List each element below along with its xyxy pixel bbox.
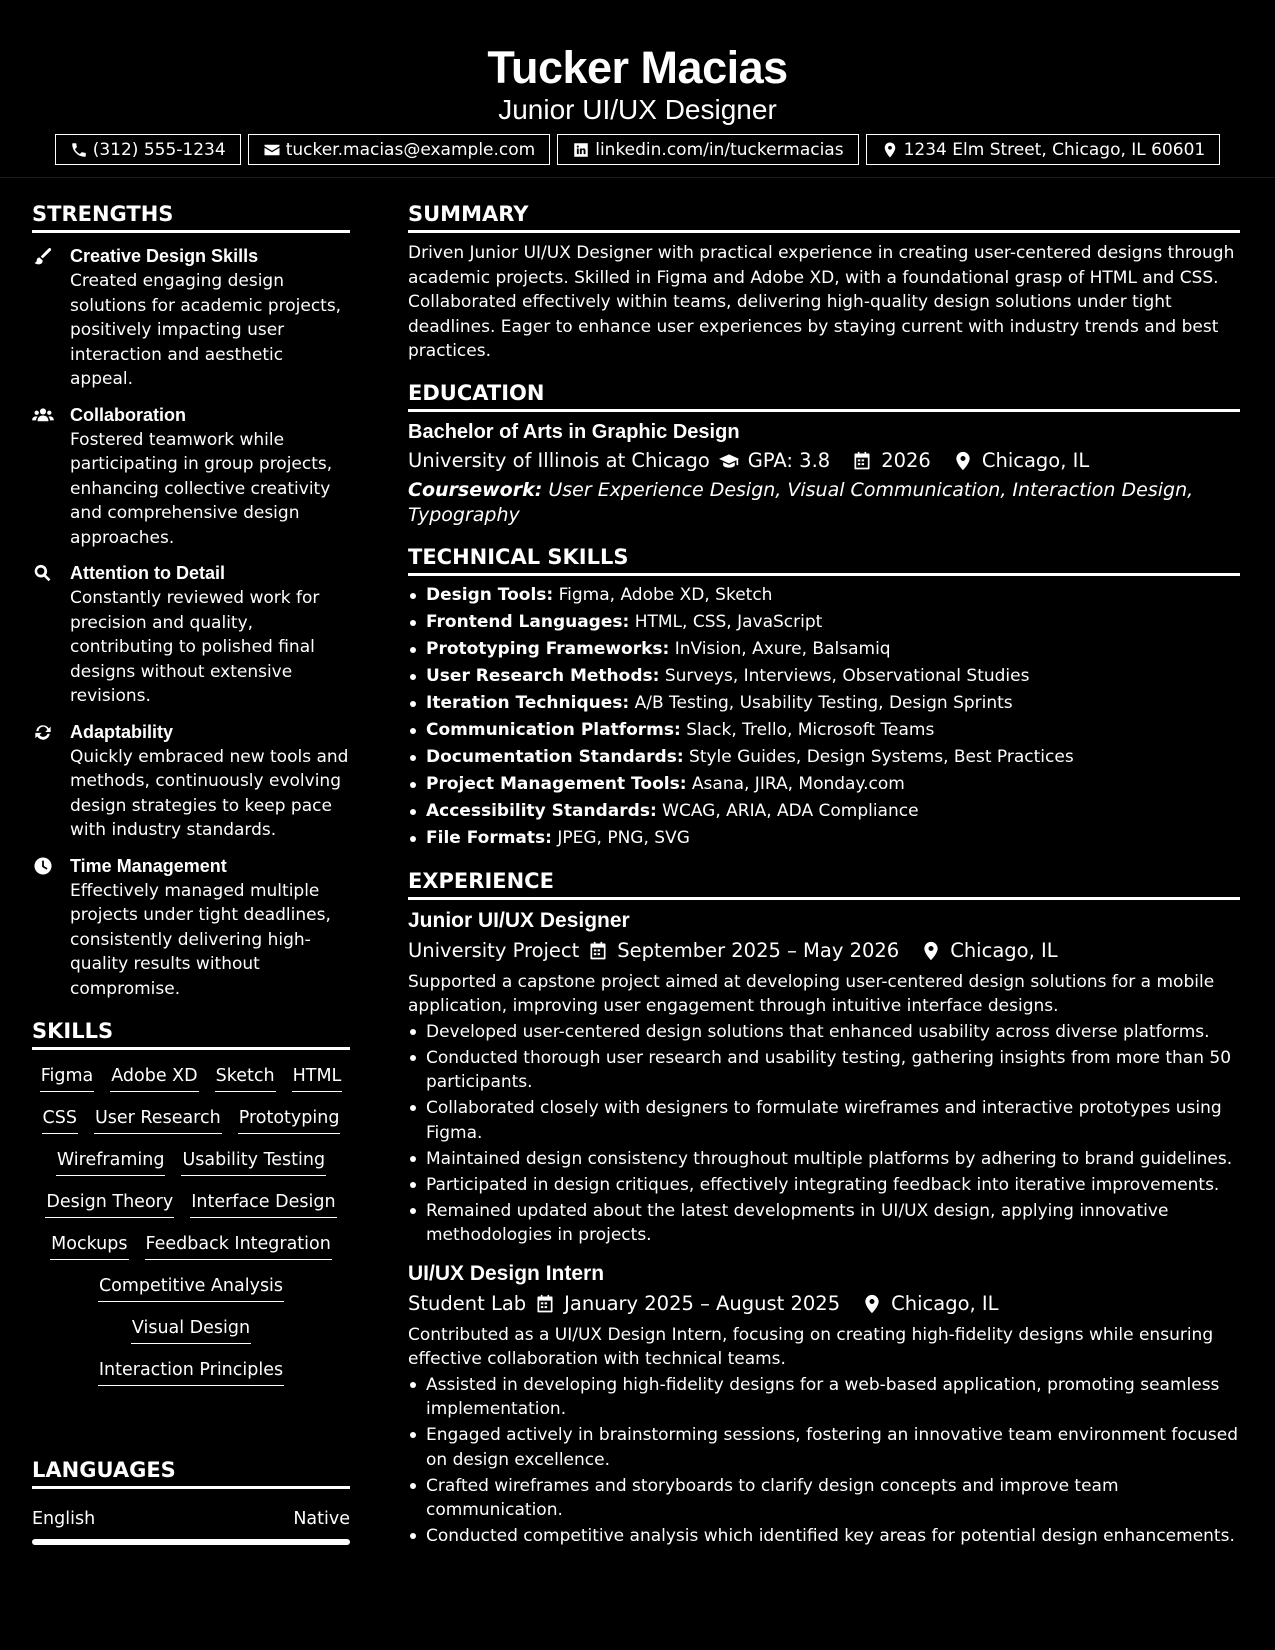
candidate-title: Junior UI/UX Designer (498, 94, 777, 125)
technical-skills-section (408, 543, 1240, 852)
skill-tag: Figma (40, 1064, 95, 1092)
job-bullets (408, 1373, 1240, 1549)
skill-category-label: File Formats: (426, 827, 552, 848)
skills-section (32, 1017, 350, 1386)
strength-item (32, 853, 350, 1002)
search-icon (32, 564, 54, 582)
language-proficiency-bar (32, 1539, 350, 1545)
list-item: Remained updated about the latest developments in UI/UX design, applying innovative methodologies in projects. (408, 1199, 1240, 1248)
strength-title: Collaboration (70, 404, 186, 425)
skill-category-label: Design Tools: (426, 584, 554, 605)
skill-tag: Competitive Analysis (98, 1274, 284, 1302)
calendar-icon (852, 451, 872, 471)
skill-tag: Prototyping (238, 1106, 341, 1134)
contact-address-text: 1234 Elm Street, Chicago, IL 60601 (903, 139, 1206, 160)
contact-bar (0, 134, 1275, 165)
contact-phone[interactable] (55, 134, 241, 165)
language-name: English (32, 1509, 96, 1529)
list-item (408, 582, 1240, 609)
skill-tag: Usability Testing (181, 1148, 326, 1176)
skill-category-value: Asana, JIRA, Monday.com (691, 773, 905, 794)
location-pin-icon (953, 451, 973, 471)
languages-heading: LANGUAGES (32, 1456, 350, 1489)
graduation-cap-icon (719, 451, 739, 471)
job-location: Chicago, IL (950, 938, 1058, 962)
job-description: Contributed as a UI/UX Design Intern, focusing on creating high-fidelity designs while ensuring effective collaboration with technical teams. (408, 1324, 1214, 1369)
envelope-icon (263, 141, 281, 159)
list-item (408, 825, 1240, 852)
phone-icon (70, 141, 88, 159)
location-pin-icon (921, 941, 941, 961)
users-icon (32, 406, 54, 424)
skill-category-label: Project Management Tools: (426, 773, 687, 794)
skill-tag: Design Theory (45, 1190, 174, 1218)
clock-icon (32, 857, 54, 875)
paintbrush-icon (32, 247, 54, 265)
job-bullets (408, 1020, 1240, 1248)
list-item: Collaborated closely with designers to formulate wireframes and interactive prototypes using Figma. (408, 1096, 1240, 1145)
skill-tag: User Research (94, 1106, 222, 1134)
strengths-section (32, 200, 350, 1001)
calendar-icon (535, 1294, 555, 1314)
list-item: Conducted thorough user research and usability testing, gathering insights from more than 50 participants. (408, 1046, 1240, 1095)
list-item: Engaged actively in brainstorming sessions, fostering an innovative team environment focused on design excellence. (408, 1423, 1240, 1472)
job-org: University Project (408, 938, 580, 962)
list-item: Crafted wireframes and storyboards to clarify design concepts and improve team communication. (408, 1474, 1240, 1523)
job-meta (408, 936, 1240, 966)
skill-tag: Sketch (215, 1064, 276, 1092)
linkedin-icon (572, 141, 590, 159)
contact-email[interactable] (248, 134, 551, 165)
list-item (408, 609, 1240, 636)
job-description: Supported a capstone project aimed at developing user-centered design solutions for a mobile application, improving user engagement through intuitive interface designs. (408, 971, 1215, 1016)
strength-item (32, 243, 350, 392)
degree-title: Bachelor of Arts in Graphic Design (408, 420, 740, 443)
strength-desc: Effectively managed multiple projects under tight deadlines, consistently delivering high-quality results without compromise. (70, 880, 331, 999)
technical-skills-list (408, 582, 1240, 852)
job-entry (408, 1259, 1240, 1549)
resume-header (0, 0, 1275, 178)
strength-title: Creative Design Skills (70, 246, 259, 266)
job-title: Junior UI/UX Designer (408, 908, 630, 932)
job-location: Chicago, IL (891, 1291, 999, 1315)
skills-heading: SKILLS (32, 1017, 350, 1050)
skill-category-value: Style Guides, Design Systems, Best Practices (689, 746, 1074, 767)
job-meta (408, 1289, 1240, 1319)
contact-linkedin[interactable] (557, 134, 858, 165)
skill-category-label: Accessibility Standards: (426, 800, 657, 821)
education-heading: EDUCATION (408, 379, 1240, 412)
list-item (408, 690, 1240, 717)
skill-category-label: Iteration Techniques: (426, 692, 630, 713)
strength-item (32, 719, 350, 843)
language-row (32, 1507, 350, 1531)
coursework (408, 478, 1240, 528)
skill-tag: Wireframing (56, 1148, 166, 1176)
list-item (408, 744, 1240, 771)
strength-desc: Created engaging design solutions for academic projects, positively impacting user interaction and aesthetic appeal. (70, 271, 342, 389)
skill-tag: Interface Design (190, 1190, 336, 1218)
coursework-list: User Experience Design, Visual Communication, Interaction Design, Typography (408, 478, 1194, 526)
contact-linkedin-text: linkedin.com/in/tuckermacias (595, 139, 844, 160)
summary-text: Driven Junior UI/UX Designer with practical experience in creating user-centered designs through academic projects. Skilled in Figma and Adobe XD, with a foundational grasp of HTML and CSS. Collaborated effectively within teams, delivering high-quality design solutions under tight deadlines. Eager to enhance user experiences by staying current with industry trends and best practices. (408, 243, 1235, 361)
skill-category-value: WCAG, ARIA, ADA Compliance (662, 800, 919, 821)
strength-desc: Constantly reviewed work for precision and quality, contributing to polished final designs without extensive revisions. (70, 588, 320, 706)
location-pin-icon (881, 141, 899, 159)
education-section (408, 379, 1240, 528)
list-item (408, 636, 1240, 663)
strength-desc: Fostered teamwork while participating in group projects, enhancing collective creativity and comprehensive design approaches. (70, 429, 333, 548)
skill-tag: HTML (292, 1064, 343, 1092)
skill-tag: Feedback Integration (145, 1232, 332, 1260)
education-location: Chicago, IL (981, 448, 1090, 472)
skill-category-value: HTML, CSS, JavaScript (634, 611, 823, 632)
job-title: UI/UX Design Intern (408, 1261, 605, 1285)
list-item: Assisted in developing high-fidelity designs for a web-based application, promoting seamless implementation. (408, 1373, 1240, 1422)
technical-skills-heading: TECHNICAL SKILLS (408, 543, 1240, 576)
list-item (408, 717, 1240, 744)
strength-title: Attention to Detail (70, 563, 225, 583)
left-column (32, 178, 350, 1386)
school-name: University of Illinois at Chicago (408, 448, 710, 472)
summary-section (408, 200, 1240, 364)
right-column (408, 178, 1240, 1550)
strengths-heading: STRENGTHS (32, 200, 350, 233)
skill-category-value: JPEG, PNG, SVG (557, 827, 690, 848)
strength-item (32, 402, 350, 551)
candidate-name: Tucker Macias (487, 42, 788, 93)
summary-heading: SUMMARY (408, 200, 1240, 233)
language-level: Native (293, 1509, 350, 1529)
list-item (408, 798, 1240, 825)
languages-section (32, 1456, 350, 1545)
list-item: Developed user-centered design solutions that enhanced usability across diverse platforms. (408, 1020, 1240, 1045)
contact-phone-text: (312) 555-1234 (92, 139, 226, 160)
skill-category-value: Surveys, Interviews, Observational Studies (664, 665, 1030, 686)
skill-category-value: Figma, Adobe XD, Sketch (558, 584, 773, 605)
education-meta (408, 446, 1240, 476)
skill-category-value: Slack, Trello, Microsoft Teams (686, 719, 935, 740)
job-dates: January 2025 – August 2025 (564, 1291, 841, 1315)
list-item: Participated in design critiques, effectively integrating feedback into iterative improvements. (408, 1173, 1240, 1198)
skill-category-value: A/B Testing, Usability Testing, Design Sprints (634, 692, 1013, 713)
strength-title: Time Management (70, 855, 227, 876)
contact-address (866, 134, 1221, 165)
list-item (408, 663, 1240, 690)
skill-tag: Mockups (50, 1232, 128, 1260)
job-org: Student Lab (408, 1291, 527, 1315)
skill-tag: Visual Design (131, 1316, 251, 1344)
gpa: GPA: 3.8 (747, 448, 831, 472)
job-entry (408, 906, 1240, 1248)
skill-category-value: InVision, Axure, Balsamiq (674, 638, 891, 659)
skill-category-label: Communication Platforms: (426, 719, 681, 740)
calendar-icon (588, 941, 608, 961)
list-item (408, 771, 1240, 798)
strength-item (32, 560, 350, 709)
experience-heading: EXPERIENCE (408, 867, 1240, 900)
skill-category-label: Frontend Languages: (426, 611, 630, 632)
list-item: Maintained design consistency throughout multiple platforms by adhering to brand guidelines. (408, 1147, 1240, 1172)
location-pin-icon (862, 1294, 882, 1314)
strength-desc: Quickly embraced new tools and methods, continuously evolving design strategies to keep pace with industry standards. (70, 746, 349, 840)
skill-category-label: Documentation Standards: (426, 746, 684, 767)
skill-tag: CSS (42, 1106, 78, 1134)
refresh-icon (32, 723, 54, 741)
list-item: Conducted competitive analysis which identified key areas for potential design enhancements. (408, 1524, 1240, 1549)
skill-category-label: User Research Methods: (426, 665, 660, 686)
skill-tag: Adobe XD (110, 1064, 198, 1092)
experience-section (408, 867, 1240, 1549)
contact-email-text: tucker.macias@example.com (285, 139, 536, 160)
job-dates: September 2025 – May 2026 (617, 938, 900, 962)
skills-list (32, 1064, 350, 1386)
coursework-label: Coursework: (408, 478, 543, 501)
skill-category-label: Prototyping Frameworks: (426, 638, 670, 659)
skill-tag: Interaction Principles (98, 1358, 284, 1386)
graduation-year: 2026 (881, 448, 931, 472)
strength-title: Adaptability (70, 721, 174, 742)
